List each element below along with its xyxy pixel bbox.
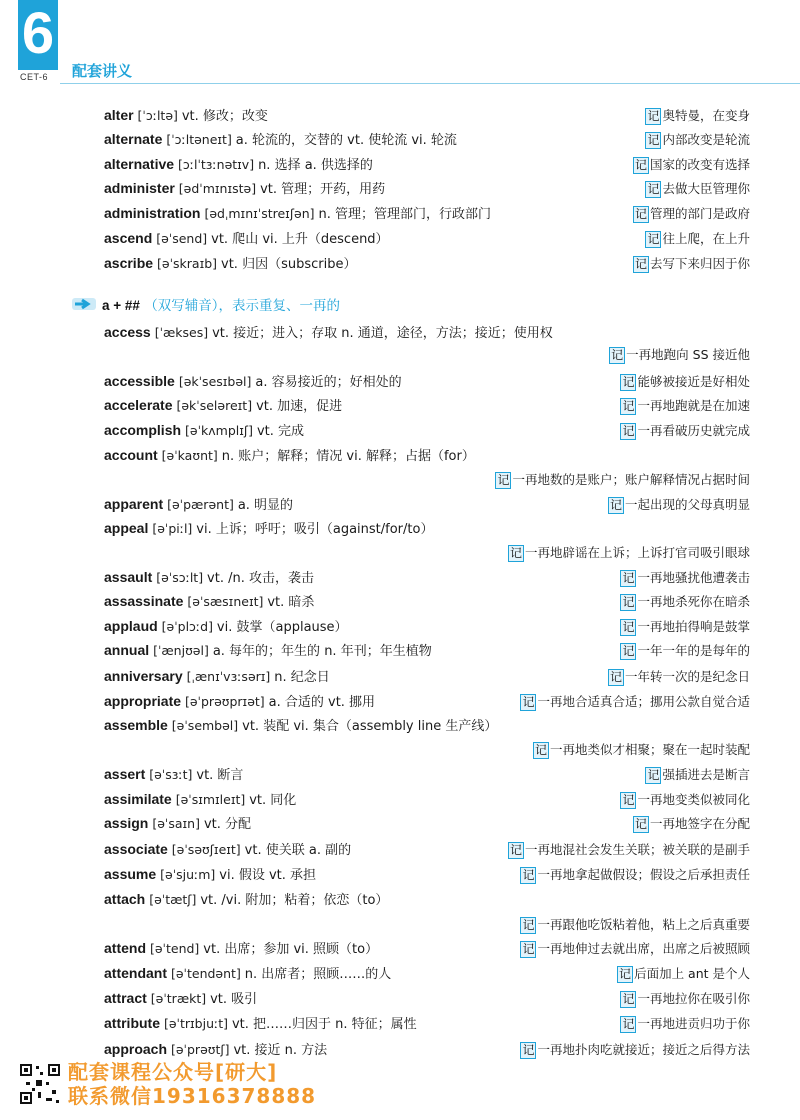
vocab-mnemonic [617,964,750,983]
qr-code-icon [18,1062,62,1106]
vocab-mnemonic [620,421,750,440]
mnemonic-marker-icon: 记 [622,1017,635,1031]
vocab-definition: vt. 把……归因于 n. 特征；属性 [231,1017,417,1032]
mnemonic-text: 一再地跑向 SS 接近他 [626,347,750,362]
vocab-mnemonic [633,254,750,273]
vocab-phonetic: [əˈtendənt] [167,966,245,981]
vocab-definition: a. 每年的；年生的 n. 年刊；年生植物 [212,644,432,659]
vocab-entry [104,519,750,560]
mnemonic-text: 去做大臣管理你 [662,181,750,196]
mnemonic-marker-icon: 记 [622,571,635,585]
mnemonic-marker-icon: 记 [634,207,647,221]
vocab-phonetic: [əˈtrækt] [146,991,211,1006]
vocab-mnemonic [520,915,750,934]
vocab-mnemonic [620,989,750,1008]
vocab-phonetic: [əˈkaʊnt] [157,448,222,463]
vocab-mnemonic [608,495,750,514]
vocab-word: apparent [104,496,164,512]
vocab-entry [104,890,750,932]
vocab-entry [104,667,750,687]
mnemonic-text: 一再地拿起做假设；假设之后承担责任 [537,867,750,882]
mnemonic-marker-icon: 记 [622,424,635,438]
vocab-definition: vi. 鼓掌（applause） [216,620,348,635]
vocab-phonetic: [əˈsembəl] [167,718,243,733]
vocab-word: attach [104,891,146,907]
vocab-definition: vt. 断言 [196,768,244,783]
vocab-word: annual [104,642,150,658]
vocab-definition: vt. /n. 攻击，袭击 [207,571,314,586]
vocab-word: associate [104,841,168,857]
vocab-word: attendant [104,965,167,981]
vocab-phonetic: [ədˌmɪnɪˈstreɪʃən] [200,206,319,221]
vocab-entry [104,130,750,150]
mnemonic-marker-icon: 记 [522,868,535,882]
vocab-word: ascribe [104,255,154,271]
vocab-mnemonic [645,179,750,198]
vocab-entry [104,865,750,885]
vocab-definition: vt. 归因（subscribe） [221,257,357,272]
mnemonic-marker-icon: 记 [622,644,635,658]
mnemonic-marker-icon: 记 [522,942,535,956]
vocab-word: alter [104,107,134,123]
vocab-entry [104,421,750,441]
mnemonic-text: 往上爬，在上升 [662,231,750,246]
vocab-entry [104,716,750,757]
vocab-definition: vt. 加速，促进 [256,399,343,414]
vocab-phonetic: [əˈsaɪn] [148,816,204,831]
mnemonic-text: 一再地杀死你在暗杀 [637,594,750,609]
mnemonic-text: 一再地类似才相聚；聚在一起时装配 [549,742,750,757]
mnemonic-text: 能够被接近是好相处 [637,374,750,389]
vocab-word: appropriate [104,693,182,709]
vocab-mnemonic [645,765,750,784]
mnemonic-marker-icon: 记 [622,399,635,413]
vocab-mnemonic [520,865,750,884]
vocab-entry [104,617,750,637]
mnemonic-text: 一再地签字在分配 [649,816,750,831]
mnemonic-marker-icon: 记 [497,473,510,487]
mnemonic-text: 去写下来归因于你 [649,256,750,271]
vocab-definition: vt. 出席；参加 vi. 照顾（to） [203,942,379,957]
vocab-mnemonic [645,229,750,248]
mnemonic-text: 一再地合适真合适；挪用公款自觉合适 [537,694,750,709]
vocab-word: assault [104,569,153,585]
vocab-word: assimilate [104,791,172,807]
vocab-word: alternate [104,131,163,147]
mnemonic-marker-icon: 记 [609,670,622,684]
mnemonic-marker-icon: 记 [609,498,622,512]
mnemonic-marker-icon: 记 [534,743,547,757]
vocab-entry [104,939,750,959]
vocab-phonetic: [əˈsɜːt] [145,767,197,782]
vocab-word: ascend [104,230,153,246]
vocab-phonetic: [ˌænɪˈvɜːsərɪ] [182,669,275,684]
vocab-entry [104,495,750,515]
mnemonic-text: 一再地扑肉吃就接近；接近之后得方法 [537,1042,750,1057]
vocab-entry [104,323,750,362]
mnemonic-text: 一再地拉你在吸引你 [637,991,750,1006]
vocab-definition: a. 容易接近的；好相处的 [255,375,402,390]
vocab-phonetic: [ˈænjʊəl] [149,643,213,658]
vocab-mnemonic [520,939,750,958]
vocab-phonetic: [ˈækses] [150,325,213,340]
mnemonic-marker-icon: 记 [622,992,635,1006]
vocab-mnemonic [620,1014,750,1033]
vocab-definition: a. 合适的 vt. 挪用 [268,695,376,710]
vocab-word: assassinate [104,593,184,609]
vocab-phonetic: [əˈskraɪb] [153,256,222,271]
vocab-mnemonic [609,345,750,364]
vocab-phonetic: [əˈprəʊtʃ] [167,1042,234,1057]
vocab-phonetic: [əkˈseləreɪt] [172,398,257,413]
mnemonic-text: 一起出现的父母真明显 [624,497,750,512]
mnemonic-marker-icon: 记 [647,232,660,246]
mnemonic-marker-icon: 记 [611,348,624,362]
vocab-phonetic: [əˈsɔːlt] [152,570,208,585]
vocab-word: administer [104,180,175,196]
vocab-mnemonic [508,840,750,859]
mnemonic-marker-icon: 记 [647,133,660,147]
vocab-word: assume [104,866,157,882]
vocab-phonetic: [ˈɔːltəneɪt] [162,132,236,147]
mnemonic-marker-icon: 记 [634,817,647,831]
vocab-word: accessible [104,373,175,389]
vocab-entry [104,254,750,274]
vocab-phonetic: [əˈsɪmɪleɪt] [171,792,250,807]
vocab-entry [104,372,750,392]
vocab-phonetic: [əˈplɔːd] [157,619,217,634]
vocab-word: attribute [104,1015,160,1031]
mnemonic-text: 后面加上 ant 是个人 [634,966,750,981]
vocab-mnemonic [520,1040,750,1059]
vocab-mnemonic [633,204,750,223]
vocab-entry [104,106,750,126]
vocab-entry [104,446,750,487]
mnemonic-text: 内部改变是轮流 [662,132,750,147]
vocab-word: attract [104,990,147,1006]
vocab-definition: n. 账户；解释；情况 vi. 解释；占据（for） [221,449,475,464]
mnemonic-marker-icon: 记 [522,918,535,932]
vocab-definition: a. 明显的 [237,498,294,513]
vocab-word: account [104,447,158,463]
mnemonic-text: 一再地拍得响是鼓掌 [637,619,750,634]
mnemonic-marker-icon: 记 [509,546,522,560]
vocab-mnemonic [608,667,750,686]
vocab-word: accelerate [104,397,173,413]
vocab-definition: vi. 假设 vt. 承担 [219,868,317,883]
vocab-phonetic: [əˈpiːl] [148,521,197,536]
vocab-definition: vt. 爬山 vi. 上升（descend） [211,232,389,247]
vocab-entry [104,765,750,785]
vocab-word: approach [104,1041,168,1057]
vocab-definition: n. 选择 a. 供选择的 [258,158,373,173]
vocab-mnemonic [633,155,750,174]
vocab-entry [104,1040,750,1060]
vocab-entry [104,1014,750,1034]
vocab-mnemonic [633,814,750,833]
vocab-definition: n. 管理；管理部门，行政部门 [318,207,491,222]
vocab-phonetic: [ədˈmɪnɪstə] [174,181,261,196]
vocab-definition: vt. 接近 n. 方法 [233,1043,328,1058]
vocab-phonetic: [əˈprəʊprɪət] [181,694,269,709]
mnemonic-text: 一再地进贡归功于你 [637,1016,750,1031]
mnemonic-marker-icon: 记 [647,109,660,123]
vocab-definition: a. 轮流的，交替的 vt. 使轮流 vi. 轮流 [235,133,457,148]
vocab-definition: vt. 装配 vi. 集合（assembly line 生产线） [242,719,498,734]
vocab-mnemonic [620,617,750,636]
mnemonic-text: 一年一年的是每年的 [637,643,750,658]
vocab-definition: n. 纪念日 [274,670,330,685]
mnemonic-text: 奥特曼，在变身 [662,108,750,123]
mnemonic-marker-icon: 记 [619,967,632,981]
vocab-phonetic: [əˈsəʊʃɪeɪt] [167,842,245,857]
page-title: 配套讲义 [72,62,133,80]
vocab-mnemonic [620,396,750,415]
vocab-definition: vt. /vi. 附加；粘着；依恋（to） [200,893,389,908]
promo-line-1: 配套课程公众号[研大] [68,1060,278,1084]
section-key: a + ## [102,298,140,313]
mnemonic-marker-icon: 记 [647,768,660,782]
vocab-definition: vt. 吸引 [210,992,258,1007]
mnemonic-text: 一再地辟谣在上诉；上诉打官司吸引眼球 [524,545,750,560]
vocab-entry [104,989,750,1009]
series-label: CET-6 [20,72,49,82]
vocab-word: assert [104,766,146,782]
vocab-phonetic: [əˈtend] [146,941,204,956]
mnemonic-marker-icon: 记 [634,158,647,172]
vocab-word: alternative [104,156,175,172]
vocab-phonetic: [əˈsjuːm] [156,867,220,882]
vocab-word: applaud [104,618,158,634]
vocab-mnemonic [620,641,750,660]
vocab-mnemonic [645,106,750,125]
mnemonic-marker-icon: 记 [522,1043,535,1057]
mnemonic-text: 一再地变类似被同化 [637,792,750,807]
vocab-definition: vt. 同化 [249,793,297,808]
vocab-mnemonic [520,692,750,711]
vocab-entry [104,568,750,588]
vocab-phonetic: [əˈtætʃ] [145,892,201,907]
mnemonic-marker-icon: 记 [622,375,635,389]
vocab-entry [104,592,750,612]
vocab-entry [104,964,750,984]
vocab-entry [104,204,750,224]
mnemonic-text: 一再看破历史就完成 [637,423,750,438]
mnemonic-marker-icon: 记 [647,182,660,196]
vocab-definition: vi. 上诉；呼吁；吸引（against/for/to） [196,522,434,537]
vocab-definition: vt. 暗杀 [267,595,315,610]
vocab-entry [104,814,750,834]
vocab-entry [104,790,750,810]
mnemonic-marker-icon: 记 [509,843,522,857]
mnemonic-text: 一再地数的是账户；账户解释情况占据时间 [512,472,750,487]
vocab-entry [104,229,750,249]
vocab-definition: vt. 修改；改变 [181,109,268,124]
vocab-mnemonic [620,372,750,391]
mnemonic-text: 一再地跑就是在加速 [637,398,750,413]
vocab-word: access [104,324,151,340]
vocab-mnemonic [620,790,750,809]
vocab-word: anniversary [104,668,183,684]
vocab-entry [104,692,750,712]
vocab-word: appeal [104,520,149,536]
mnemonic-text: 一再地骚扰他遭袭击 [637,570,750,585]
promo-line-2: 联系微信19316378888 [68,1084,317,1108]
mnemonic-text: 国家的改变有选择 [649,157,750,172]
mnemonic-marker-icon: 记 [622,595,635,609]
vocab-definition: vt. 分配 [203,817,251,832]
vocab-phonetic: [əkˈsesɪbəl] [174,374,256,389]
vocab-entry [104,179,750,199]
vocab-word: assign [104,815,149,831]
vocab-mnemonic [508,543,750,562]
vocab-definition: vt. 接近；进入；存取 n. 通道，途径，方法；接近；使用权 [212,326,553,341]
vocab-word: attend [104,940,146,956]
vocab-phonetic: [əˈkʌmplɪʃ] [181,423,257,438]
chapter-number: 6 [18,0,58,70]
vocab-mnemonic [645,130,750,149]
vocab-mnemonic [620,568,750,587]
vocab-mnemonic [533,740,750,759]
mnemonic-text: 管理的部门是政府 [649,206,750,221]
vocab-mnemonic [495,470,750,489]
vocab-phonetic: [əˈsend] [152,231,212,246]
promo-footer [68,1060,316,1108]
mnemonic-text: 强插进去是断言 [662,767,750,782]
vocab-phonetic: [ˈɔːltə] [133,108,182,123]
vocab-entry [104,155,750,175]
vocab-phonetic: [əˈpærənt] [163,497,238,512]
vocab-word: accomplish [104,422,182,438]
vocab-entry [104,641,750,661]
mnemonic-text: 一再地混社会发生关联；被关联的是副手 [524,842,750,857]
mnemonic-text: 一再地伸过去就出席，出席之后被照顾 [537,941,750,956]
mnemonic-marker-icon: 记 [622,620,635,634]
vocab-definition: vt. 管理；开药，用药 [260,182,386,197]
section-description: （双写辅音），表示重复、一再的 [144,298,340,314]
vocab-definition: vt. 完成 [256,424,304,439]
vocab-word: assemble [104,717,168,733]
vocab-mnemonic [620,592,750,611]
vocab-phonetic: [əˈtrɪbjuːt] [160,1016,232,1031]
vocab-word: administration [104,205,201,221]
mnemonic-marker-icon: 记 [634,257,647,271]
vocab-entry [104,840,750,860]
vocab-definition: n. 出席者；照顾……的人 [244,967,392,982]
mnemonic-marker-icon: 记 [522,695,535,709]
mnemonic-marker-icon: 记 [622,793,635,807]
vocab-definition: vt. 使关联 a. 副的 [244,843,352,858]
mnemonic-text: 一再跟他吃饭粘着他，粘上之后真重要 [537,917,750,932]
vocab-phonetic: [ɔːlˈtɜːnətɪv] [174,157,259,172]
vocab-phonetic: [əˈsæsɪneɪt] [183,594,268,609]
vocab-entry [104,396,750,416]
mnemonic-text: 一年转一次的是纪念日 [624,669,750,684]
